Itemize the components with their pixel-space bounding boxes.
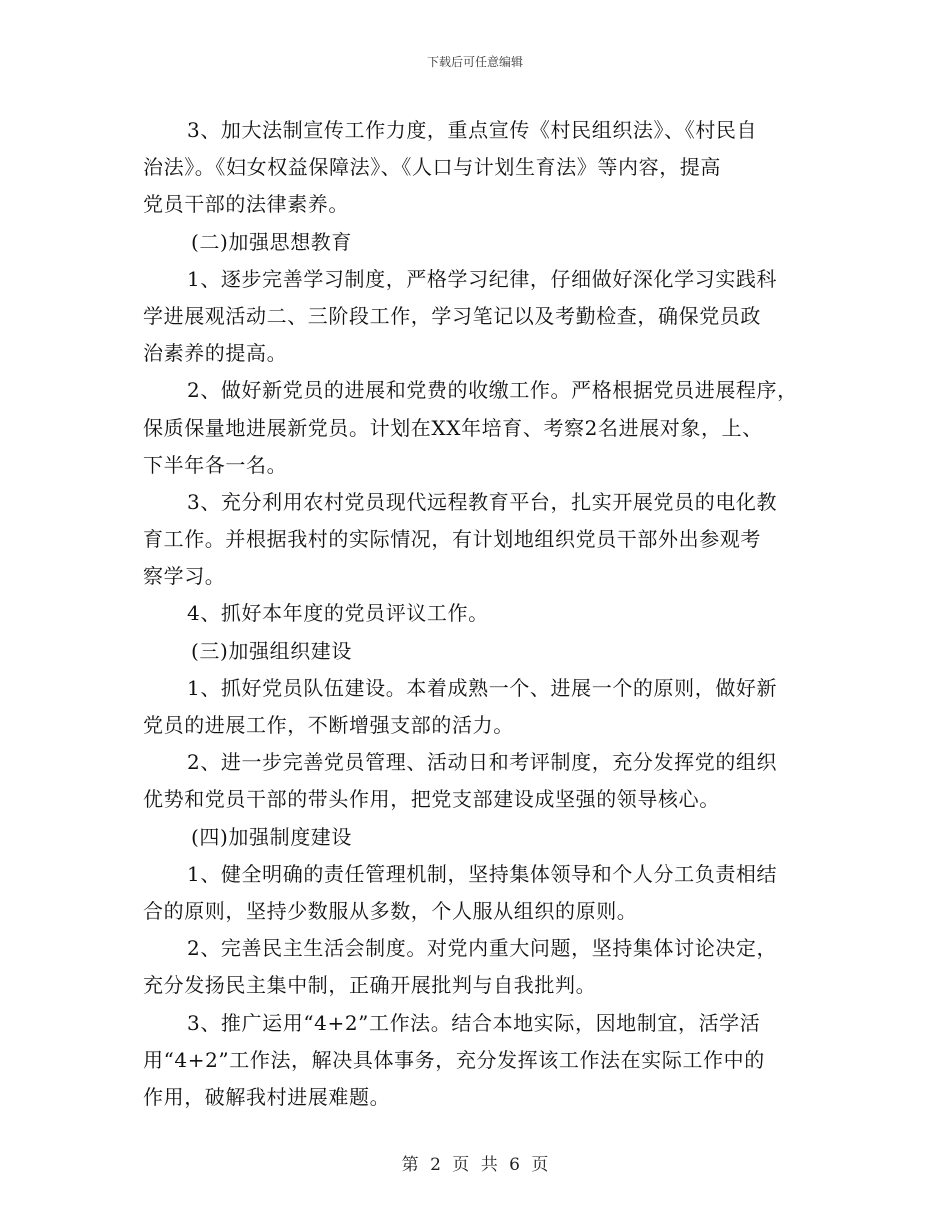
text-line: 1、逐步完善学习制度，严格学习纪律，仔细做好深化学习实践科 (187, 266, 778, 291)
text-line: 2、做好新党员的进展和党费的收缴工作。严格根据党员进展程序， (187, 378, 798, 403)
text-line: 党员的进展工作，不断增强支部的活力。 (143, 713, 514, 737)
text-line: 下半年各一名。 (143, 452, 288, 477)
text-line: 党员干部的法律素养。 (143, 192, 349, 217)
text-line: 1、健全明确的责任管理机制，坚持集体领导和个人分工负责相结 (187, 861, 778, 886)
text-line: 3、充分利用农村党员现代远程教育平台，扎实开展党员的电化教 (187, 489, 778, 514)
text-line: 优势和党员干部的带头作用，把党支部建设成坚强的领导核心。 (143, 787, 720, 812)
text-line: 治法》。《妇女权益保障法》、《人口与计划生育法》等内容，提高 (143, 155, 721, 180)
text-line: 保质保量地进展新党员。计划在XX年培育、考察2名进展对象，上、 (143, 415, 763, 440)
text-line: 作用，破解我村进展难题。 (143, 1084, 391, 1109)
text-line: 合的原则，坚持少数服从多数，个人服从组织的原则。 (143, 898, 638, 923)
text-line: 1、抓好党员队伍建设。本着成熟一个、进展一个的原则，做好新 (187, 675, 778, 700)
text-line: 治素养的提高。 (143, 341, 288, 366)
text-line: 4、抓好本年度的党员评议工作。 (187, 601, 489, 626)
text-line: 2、完善民主生活会制度。对党内重大问题，坚持集体讨论决定， (187, 936, 778, 961)
text-line: 学进展观活动二、三阶段工作，学习笔记以及考勤检查，确保党员政 (143, 303, 761, 328)
document-body (143, 112, 811, 1116)
text-line: 充分发扬民主集中制，正确开展批判与自我批判。 (143, 973, 597, 998)
text-line: (四)加强制度建设 (191, 824, 353, 849)
text-line: 3、推广运用“4+2”工作法。结合本地实际，因地制宜，活学活 (187, 1010, 761, 1035)
text-line: 2、进一步完善党员管理、活动日和考评制度，充分发挥党的组织 (187, 750, 778, 775)
text-line: 育工作。并根据我村的实际情况，有计划地组织党员干部外出参观考 (143, 527, 761, 552)
page-footer: 第 2 页 共 6 页 (401, 1155, 549, 1175)
page-header: 下载后可任意编辑 (426, 55, 523, 69)
text-line: 用“4+2”工作法，解决具体事务，充分发挥该工作法在实际工作中的 (143, 1047, 765, 1072)
text-line: 3、加大法制宣传工作力度，重点宣传《村民组织法》、《村民自 (187, 118, 758, 142)
text-line: (三)加强组织建设 (191, 638, 353, 663)
text-line: 察学习。 (143, 564, 226, 589)
text-line: (二)加强思想教育 (191, 229, 353, 254)
